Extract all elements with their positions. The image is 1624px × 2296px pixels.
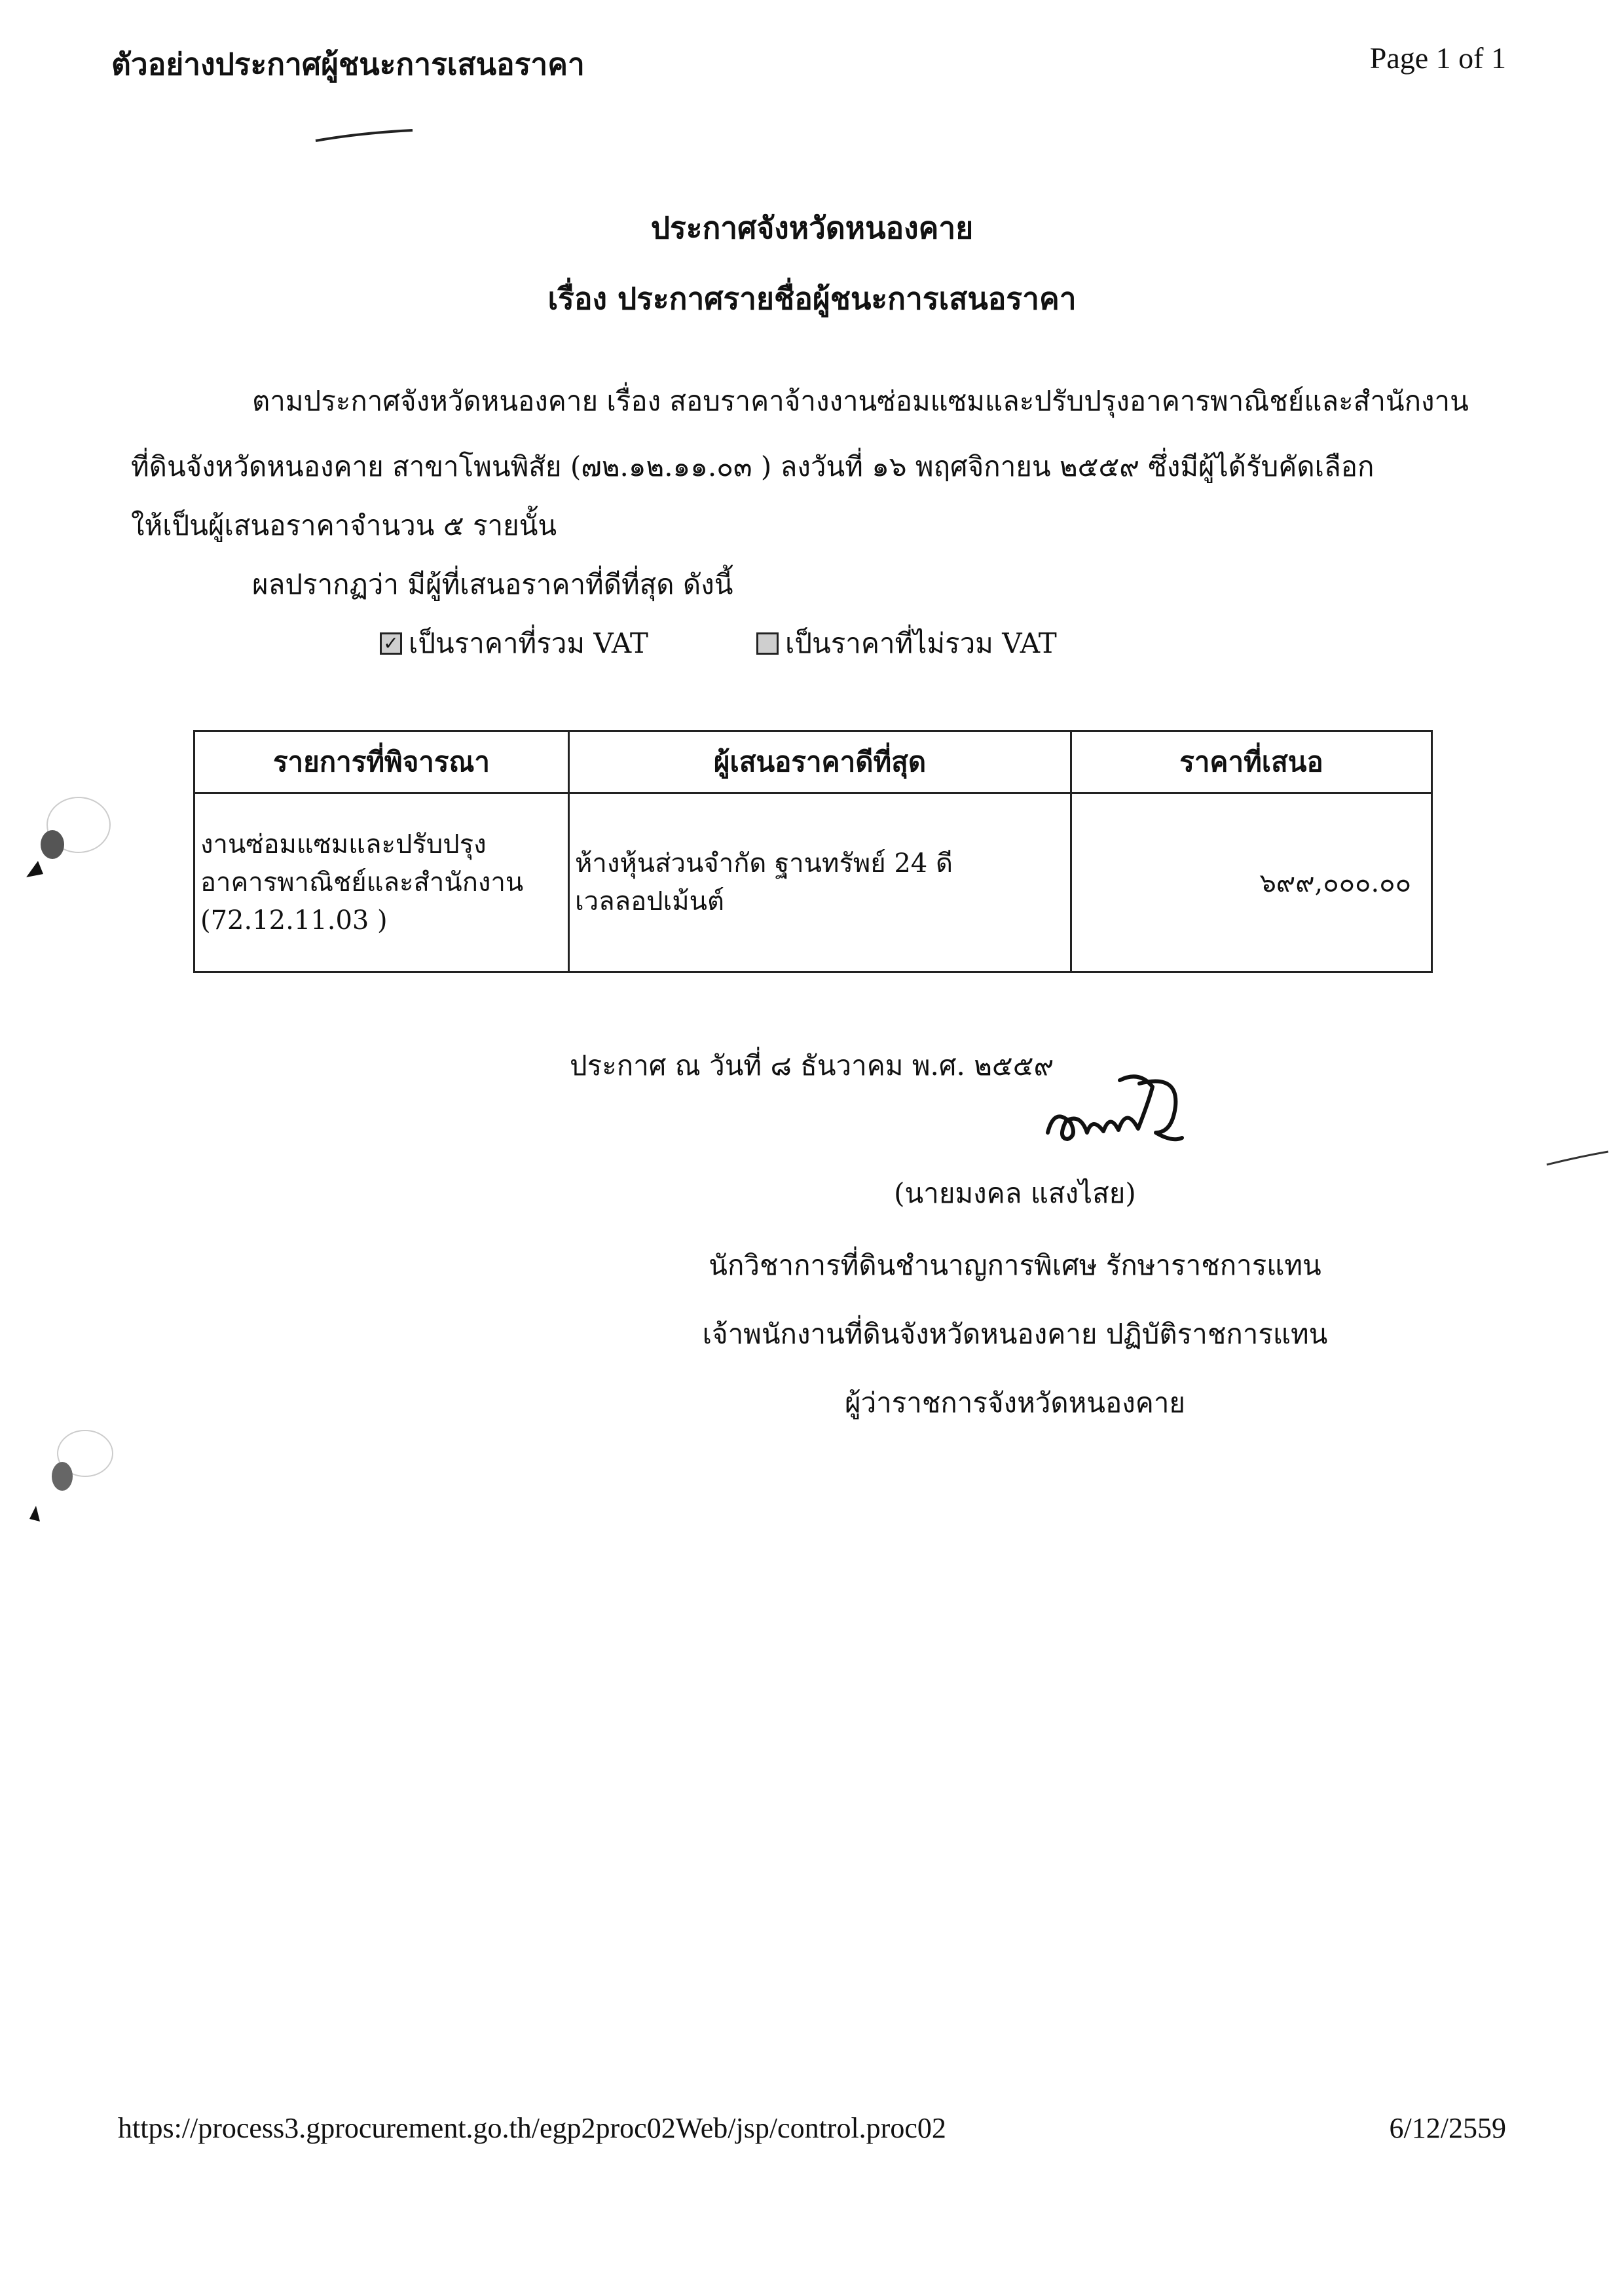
scan-stroke-mark-right xyxy=(1545,1149,1611,1169)
signatory-position-1: นักวิชาการที่ดินชำนาญการพิเศษ รักษาราชการแทน xyxy=(709,1249,1321,1281)
include-vat-label: เป็นราคาที่รวม VAT xyxy=(409,627,648,659)
winner-table xyxy=(193,730,1433,973)
bidder-line: เวลลอปเม้นต์ xyxy=(575,886,724,917)
signatory-position-2: เจ้าพนักงานที่ดินจังหวัดหนองคาย ปฏิบัติราชการแทน xyxy=(702,1318,1328,1350)
handwritten-signature xyxy=(1041,1061,1192,1152)
body-line-4: ผลปรากฏว่า มีผู้ที่เสนอราคาที่ดีที่สุด ดังนี้ xyxy=(252,568,733,600)
col-header-item: รายการที่พิจารณา xyxy=(194,731,569,793)
col-header-price: ราคาที่เสนอ xyxy=(1071,731,1432,793)
body-line-3: ให้เป็นผู้เสนอราคาจำนวน ๕ รายนั้น xyxy=(131,509,557,541)
announcement-date: ประกาศ ณ วันที่ ๘ ธันวาคม พ.ศ. ๒๕๕๙ xyxy=(570,1049,1054,1082)
col-header-bidder: ผู้เสนอราคาดีที่สุด xyxy=(569,731,1071,793)
body-line-1: ตามประกาศจังหวัดหนองคาย เรื่อง สอบราคาจ้างงานซ่อมแซมและปรับปรุงอาคารพาณิชย์และสำนักงาน xyxy=(252,385,1469,417)
item-line: (72.12.11.03 ) xyxy=(200,905,388,936)
body-line-2: ที่ดินจังหวัดหนองคาย สาขาโพนพิสัย (๗๒.๑๒.๑๑.๐๓ ) ลงวันที่ ๑๖ พฤศจิกายน ๒๕๕๙ ซึ่งมีผู้ได้รับคัดเลือก xyxy=(131,450,1375,483)
announcement-subject: เรื่อง ประกาศรายชื่อผู้ชนะการเสนอราคา xyxy=(547,281,1077,316)
item-line: อาคารพาณิชย์และสำนักงาน xyxy=(200,867,524,898)
signatory-position-3: ผู้ว่าราชการจังหวัดหนองคาย xyxy=(844,1387,1186,1419)
exclude-vat-label: เป็นราคาที่ไม่รวม VAT xyxy=(785,627,1057,659)
announcement-heading: ประกาศจังหวัดหนองคาย xyxy=(650,210,974,246)
bidder-line: ห้างหุ้นส่วนจำกัด ฐานทรัพย์ 24 ดี xyxy=(575,848,953,879)
option-exclude-vat xyxy=(756,622,1057,665)
scan-stroke-mark xyxy=(314,128,419,147)
punch-hole-mark-lower xyxy=(29,1427,115,1532)
include-vat-checkbox: ✓ xyxy=(380,632,402,655)
table-row xyxy=(194,793,1432,972)
price-cell: ๖๙๙,๐๐๐.๐๐ xyxy=(1071,793,1432,972)
page-indicator: Page 1 of 1 xyxy=(1369,41,1506,75)
option-include-vat xyxy=(380,622,648,665)
item-cell xyxy=(194,793,569,972)
item-line: งานซ่อมแซมและปรับปรุง xyxy=(200,829,487,860)
signatory-name: (นายมงคล แสงไสย) xyxy=(894,1177,1136,1209)
exclude-vat-checkbox xyxy=(756,632,779,655)
footer-date: 6/12/2559 xyxy=(1389,2112,1506,2144)
bidder-cell xyxy=(569,793,1071,972)
footer-url: https://process3.gprocurement.go.th/egp2proc02Web/jsp/control.proc02 xyxy=(118,2112,946,2144)
punch-hole-mark-upper xyxy=(26,786,111,884)
header-doc-title: ตัวอย่างประกาศผู้ชนะการเสนอราคา xyxy=(111,46,585,82)
table-header-row xyxy=(194,731,1432,793)
